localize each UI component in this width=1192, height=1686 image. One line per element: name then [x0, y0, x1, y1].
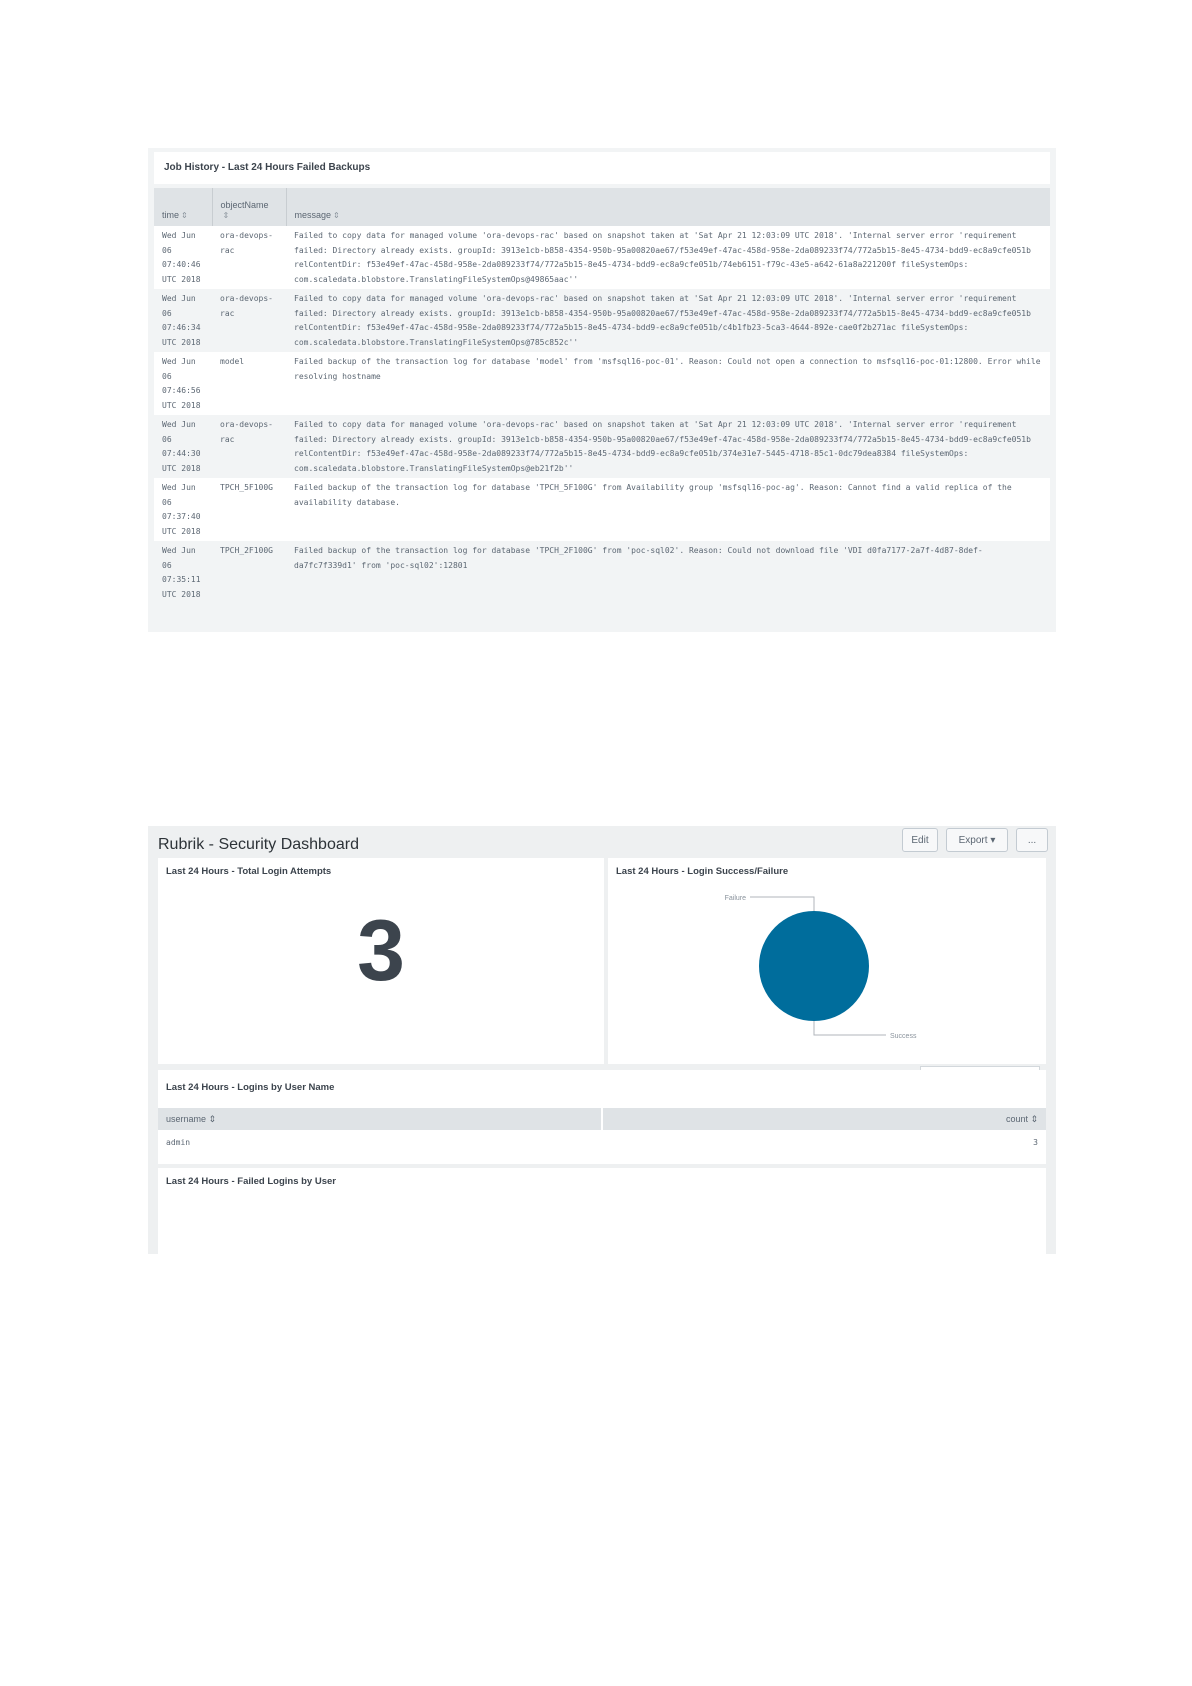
table-row [154, 289, 1050, 352]
card-title: Last 24 Hours - Logins by User Name [166, 1082, 335, 1093]
message-cell: Failed backup of the transaction log for database 'model' from 'msfsql16-poc-01'. Reason: Could not open a connection to msfsql16-poc-01:12800. Error while resolving hostname [286, 352, 1050, 415]
column-header-objectname[interactable]: objectName ⇕ [212, 188, 286, 226]
time-cell: Wed Jun 06 07:40:46 UTC 2018 [154, 226, 212, 289]
logins-by-user-card [158, 1070, 1046, 1164]
more-button[interactable]: ... [1016, 828, 1048, 852]
objectname-cell: TPCH_2F100G [212, 541, 286, 604]
sort-icon: ⇕ [181, 211, 188, 220]
objectname-cell: ora-devops- rac [212, 226, 286, 289]
table-row [154, 541, 1050, 604]
security-dashboard [148, 826, 1056, 1254]
table-row [154, 352, 1050, 415]
job-history-panel [148, 148, 1056, 632]
message-cell: Failed to copy data for managed volume 'ora-devops-rac' based on snapshot taken at 'Sat Apr 21 12:03:09 UTC 2018'. 'Internal server error 'requirement failed: Directory already exists. groupId: 3913e1cb-b858-4354-950b-95a00820ae67/f53e49ef-47ac-458d-958e-2da089233f74/772a5b15-8e45-4734-bdd9-ec8a9cfe051b relContentDir: f53e49ef-47ac-458d-958e-2da089233f74/772a5b15-8e45-4734-bdd9-ec8a9cfe051b/374e31e7-5445-4718-85c1-0dc79dea8384 fileSystemOps: com.scaledata.blobstore.TranslatingFileSystemOps@eb21f2b'' [286, 415, 1050, 478]
edit-button[interactable]: Edit [902, 828, 938, 852]
pie-label-failure: Failure [724, 895, 746, 902]
count-cell: 3 [602, 1130, 1046, 1154]
sort-icon: ⇕ [222, 211, 230, 220]
single-value: 3 [357, 903, 405, 999]
table-row [154, 226, 1050, 289]
time-cell: Wed Jun 06 07:46:56 UTC 2018 [154, 352, 212, 415]
objectname-cell: model [212, 352, 286, 415]
card-title: Last 24 Hours - Login Success/Failure [616, 866, 789, 877]
time-cell: Wed Jun 06 07:35:11 UTC 2018 [154, 541, 212, 604]
sort-icon: ⇕ [333, 211, 340, 220]
pie-chart [608, 858, 1046, 1064]
pie-leader-line [814, 1021, 886, 1035]
job-history-table [154, 188, 1050, 604]
logins-by-user-table [158, 1108, 1046, 1154]
message-cell: Failed to copy data for managed volume 'ora-devops-rac' based on snapshot taken at 'Sat Apr 21 12:03:09 UTC 2018'. 'Internal server error 'requirement failed: Directory already exists. groupId: 3913e1cb-b858-4354-950b-95a00820ae67/f53e49ef-47ac-458d-958e-2da089233f74/772a5b15-8e45-4734-bdd9-ec8a9cfe051b relContentDir: f53e49ef-47ac-458d-958e-2da089233f74/772a5b15-8e45-4734-bdd9-ec8a9cfe051b/c4b1fb23-5ca3-4644-892e-cae0f2b271ac fileSystemOps: com.scaledata.blobstore.TranslatingFileSystemOps@785c852c'' [286, 289, 1050, 352]
column-header-message[interactable]: message ⇕ [286, 188, 1050, 226]
export-button[interactable]: Export ▾ [946, 828, 1008, 852]
panel-title: Job History - Last 24 Hours Failed Backups [154, 152, 1050, 184]
username-cell: admin [158, 1130, 602, 1154]
card-title: Last 24 Hours - Total Login Attempts [166, 866, 332, 877]
table-row [154, 478, 1050, 541]
table-row [158, 1130, 1046, 1154]
total-logins-card [158, 858, 604, 1064]
column-header-username[interactable]: username ⇕ [158, 1108, 602, 1130]
time-cell: Wed Jun 06 07:44:30 UTC 2018 [154, 415, 212, 478]
message-cell: Failed to copy data for managed volume 'ora-devops-rac' based on snapshot taken at 'Sat Apr 21 12:03:09 UTC 2018'. 'Internal server error 'requirement failed: Directory already exists. groupId: 3913e1cb-b858-4354-950b-95a00820ae67/f53e49ef-47ac-458d-958e-2da089233f74/772a5b15-8e45-4734-bdd9-ec8a9cfe051b relContentDir: f53e49ef-47ac-458d-958e-2da089233f74/772a5b15-8e45-4734-bdd9-ec8a9cfe051b/74eb6151-f79c-43e5-a642-61a8a221200f fileSystemOps: com.scaledata.blobstore.TranslatingFileSystemOps@49865aac'' [286, 226, 1050, 289]
pie-label-success: Success [890, 1033, 917, 1040]
pie-leader-line [750, 897, 814, 911]
objectname-cell: ora-devops- rac [212, 415, 286, 478]
column-header-time[interactable]: time ⇕ [154, 188, 212, 226]
card-title: Last 24 Hours - Failed Logins by User [166, 1176, 336, 1187]
pie-slice-success[interactable] [759, 911, 869, 1021]
time-cell: Wed Jun 06 07:37:40 UTC 2018 [154, 478, 212, 541]
message-cell: Failed backup of the transaction log for database 'TPCH_2F100G' from 'poc-sql02'. Reason: Could not download file 'VDI d0fa7177-2a7f-4d87-8def-da7fc7f339d1' from 'poc-sql02':12801 [286, 541, 1050, 604]
login-chart-card [608, 858, 1046, 1064]
message-cell: Failed backup of the transaction log for database 'TPCH_5F100G' from Availability group 'msfsql16-poc-ag'. Reason: Cannot find a valid replica of the availability database. [286, 478, 1050, 541]
dashboard-title: Rubrik - Security Dashboard [158, 836, 359, 853]
time-cell: Wed Jun 06 07:46:34 UTC 2018 [154, 289, 212, 352]
failed-logins-card [158, 1168, 1046, 1254]
objectname-cell: TPCH_5F100G [212, 478, 286, 541]
column-header-count[interactable]: count ⇕ [602, 1108, 1046, 1130]
table-row [154, 415, 1050, 478]
objectname-cell: ora-devops- rac [212, 289, 286, 352]
